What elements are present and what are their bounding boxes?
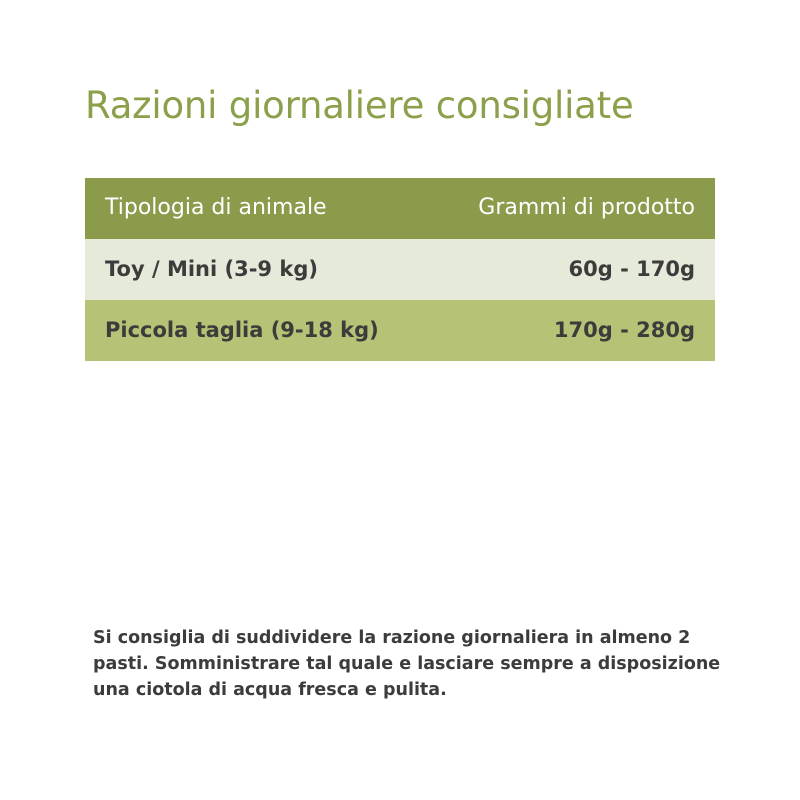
table-header-row — [85, 178, 715, 239]
daily-rations-table — [85, 178, 715, 361]
feeding-note: Si consiglia di suddividere la razione giornaliera in almeno 2 pasti. Somministrare tal quale e lasciare sempre a disposizione una ciotola di acqua fresca e pulita. — [93, 628, 721, 700]
page-title: Razioni giornaliere consigliate — [85, 84, 634, 127]
cell-animal-type: Piccola taglia (9-18 kg) — [105, 318, 379, 342]
column-header-animal-type: Tipologia di animale — [105, 195, 327, 220]
cell-animal-type: Toy / Mini (3-9 kg) — [105, 257, 318, 281]
table-row — [85, 300, 715, 361]
table-row — [85, 239, 715, 300]
cell-grams: 170g - 280g — [553, 318, 695, 342]
column-header-grams: Grammi di prodotto — [478, 195, 695, 220]
cell-grams: 60g - 170g — [568, 257, 695, 281]
